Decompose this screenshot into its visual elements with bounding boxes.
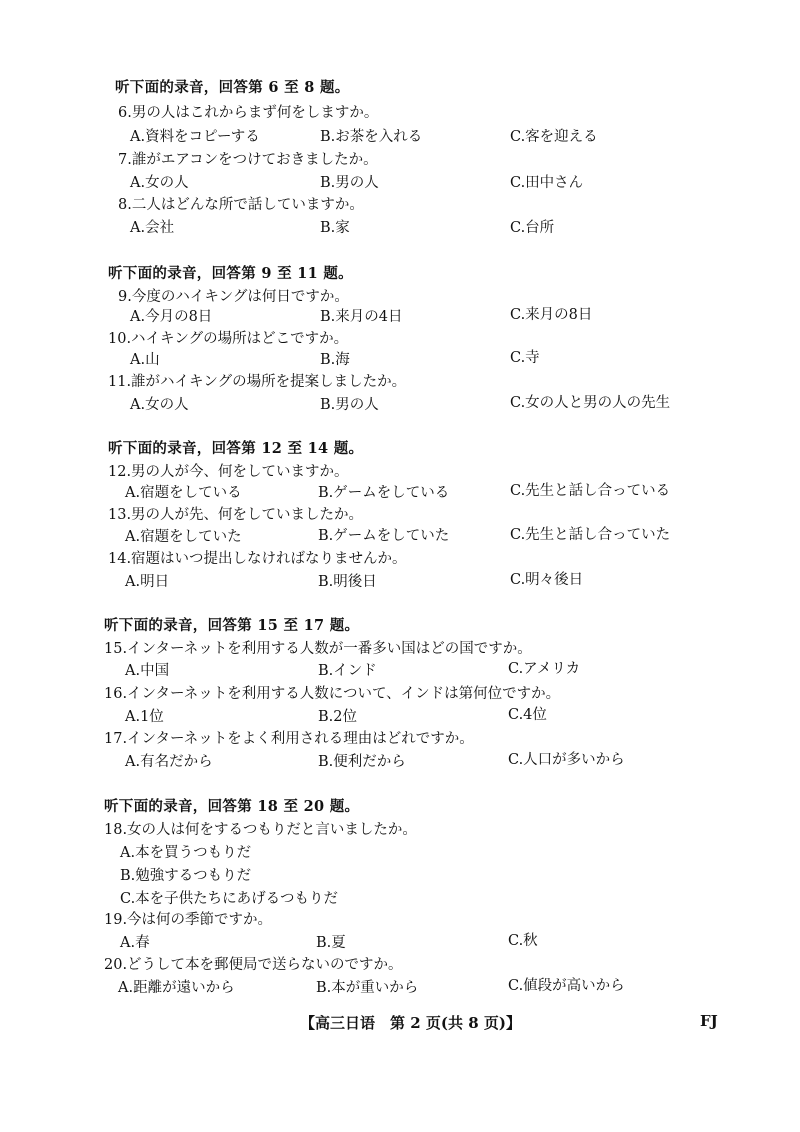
option-6a: A.資料をコピーする (130, 129, 260, 145)
section-heading: 听下面的录音，回答第 6 至 8 题。 (115, 79, 350, 96)
question-16: 16.インターネットを利用する人数について、インドは第何位ですか。 (104, 686, 561, 702)
option-14c: C.明々後日 (510, 572, 584, 588)
question-10: 10.ハイキングの場所はどこですか。 (108, 331, 349, 347)
page-footer: 【高三日语 第 2 页(共 8 页)】 (300, 1014, 521, 1032)
option-15a: A.中国 (125, 663, 170, 679)
question-8: 8.二人はどんな所で話していますか。 (118, 197, 364, 213)
question-14: 14.宿題はいつ提出しなければなりませんか。 (108, 551, 407, 567)
option-7a: A.女の人 (130, 175, 189, 191)
option-18a: A.本を買うつもりだ (120, 845, 252, 861)
section-heading: 听下面的录音，回答第 15 至 17 题。 (104, 617, 360, 634)
option-18c: C.本を子供たちにあげるつもりだ (120, 891, 339, 907)
question-6: 6.男の人はこれからまず何をしますか。 (118, 105, 379, 121)
option-7c: C.田中さん (510, 175, 584, 191)
question-7: 7.誰がエアコンをつけておきましたか。 (118, 152, 378, 168)
section-heading: 听下面的录音，回答第 12 至 14 题。 (108, 440, 364, 457)
option-20b: B.本が重いから (316, 980, 419, 996)
question-19: 19.今は何の季節ですか。 (104, 912, 273, 928)
question-9: 9.今度のハイキングは何日ですか。 (118, 289, 349, 305)
question-12: 12.男の人が今、何をしていますか。 (108, 464, 349, 480)
option-12c: C.先生と話し合っている (510, 483, 671, 499)
option-17a: A.有名だから (125, 754, 213, 770)
option-13a: A.宿題をしていた (125, 529, 242, 545)
section-heading: 听下面的录音，回答第 18 至 20 题。 (104, 798, 360, 815)
option-14b: B.明後日 (318, 574, 377, 590)
option-16c: C.4位 (508, 707, 547, 723)
option-13b: B.ゲームをしていた (318, 528, 450, 544)
region-code: FJ (700, 1012, 718, 1030)
question-13: 13.男の人が先、何をしていましたか。 (108, 507, 364, 523)
option-12b: B.ゲームをしている (318, 485, 450, 501)
question-20: 20.どうして本を郵便局で送らないのですか。 (104, 957, 403, 973)
option-8c: C.台所 (510, 220, 555, 236)
option-15c: C.アメリカ (508, 661, 581, 677)
option-9c: C.来月の8日 (510, 307, 593, 323)
option-6c: C.客を迎える (510, 129, 598, 145)
option-17b: B.便利だから (318, 754, 406, 770)
option-16b: B.2位 (318, 709, 357, 725)
option-7b: B.男の人 (320, 175, 379, 191)
question-17: 17.インターネットをよく利用される理由はどれですか。 (104, 731, 474, 747)
option-20c: C.値段が高いから (508, 978, 625, 994)
question-11: 11.誰がハイキングの場所を提案しましたか。 (108, 374, 407, 390)
option-18b: B.勉強するつもりだ (120, 868, 252, 884)
option-10a: A.山 (130, 352, 160, 368)
option-10c: C.寺 (510, 350, 540, 366)
option-8b: B.家 (320, 220, 350, 236)
section-heading: 听下面的录音，回答第 9 至 11 题。 (108, 265, 353, 282)
question-15: 15.インターネットを利用する人数が一番多い国はどの国ですか。 (104, 641, 532, 657)
option-19a: A.春 (120, 935, 150, 951)
option-14a: A.明日 (125, 574, 170, 590)
option-15b: B.インド (318, 663, 377, 679)
option-11b: B.男の人 (320, 397, 379, 413)
option-11c: C.女の人と男の人の先生 (510, 395, 671, 411)
option-6b: B.お茶を入れる (320, 129, 423, 145)
question-18: 18.女の人は何をするつもりだと言いましたか。 (104, 822, 417, 838)
option-10b: B.海 (320, 352, 350, 368)
option-16a: A.1位 (125, 709, 164, 725)
option-19b: B.夏 (316, 935, 346, 951)
option-9b: B.来月の4日 (320, 309, 403, 325)
option-8a: A.会社 (130, 220, 175, 236)
option-11a: A.女の人 (130, 397, 189, 413)
option-20a: A.距離が遠いから (118, 980, 235, 996)
option-9a: A.今月の8日 (130, 309, 213, 325)
option-12a: A.宿題をしている (125, 485, 242, 501)
option-13c: C.先生と話し合っていた (510, 527, 671, 543)
option-19c: C.秋 (508, 933, 538, 949)
option-17c: C.人口が多いから (508, 752, 625, 768)
